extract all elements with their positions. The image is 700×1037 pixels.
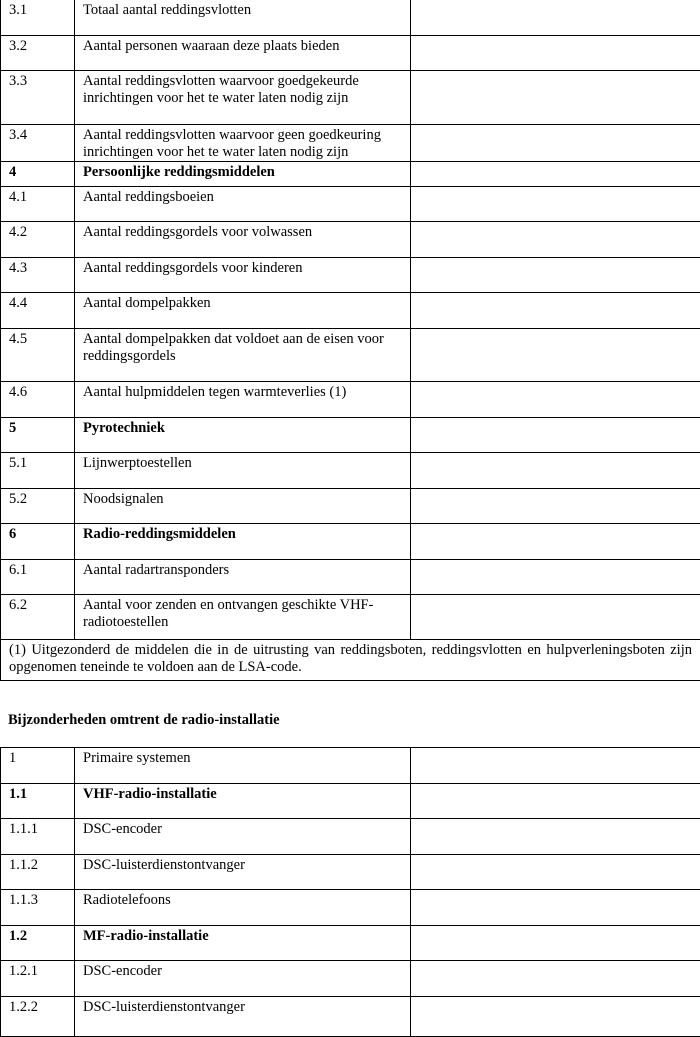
item-number: 6.2 [1, 595, 75, 640]
item-value-cell[interactable] [411, 595, 700, 640]
table-row [1, 36, 700, 71]
item-number: 1.1.1 [1, 819, 75, 855]
radio-installation-table-body [1, 748, 700, 1037]
table-row [1, 418, 700, 453]
item-number: 1.2 [1, 926, 75, 961]
item-value-cell[interactable] [411, 382, 700, 418]
item-description: Totaal aantal reddingsvlotten [75, 0, 411, 36]
item-value-cell[interactable] [411, 453, 700, 489]
item-value-cell[interactable] [411, 855, 700, 890]
item-number: 5.2 [1, 489, 75, 524]
equipment-table-body [1, 0, 700, 681]
item-description: VHF-radio-installatie [75, 784, 411, 819]
item-value-cell[interactable] [411, 819, 700, 855]
item-number: 4.6 [1, 382, 75, 418]
item-description: DSC-luisterdienstontvanger [75, 997, 411, 1037]
table-row [1, 125, 700, 162]
item-description: Aantal reddingsboeien [75, 187, 411, 222]
item-value-cell[interactable] [411, 524, 700, 560]
table-row [1, 524, 700, 560]
table-row [1, 71, 700, 125]
item-value-cell[interactable] [411, 0, 700, 36]
item-description: DSC-encoder [75, 819, 411, 855]
item-number: 4.3 [1, 258, 75, 293]
table-row [1, 258, 700, 293]
item-number: 1.1.2 [1, 855, 75, 890]
table-row [1, 382, 700, 418]
item-description: Aantal reddingsvlotten waarvoor geen goedkeuring inrichtingen voor het te water laten nodig zijn [75, 125, 411, 162]
item-description: Primaire systemen [75, 748, 411, 784]
item-value-cell[interactable] [411, 329, 700, 382]
item-number: 3.3 [1, 71, 75, 125]
item-number: 5 [1, 418, 75, 453]
table-row [1, 961, 700, 997]
item-value-cell[interactable] [411, 125, 700, 162]
item-number: 6.1 [1, 560, 75, 595]
item-number: 3.4 [1, 125, 75, 162]
table-row [1, 595, 700, 640]
item-number: 5.1 [1, 453, 75, 489]
item-description: Aantal reddingsgordels voor kinderen [75, 258, 411, 293]
item-description: DSC-luisterdienstontvanger [75, 855, 411, 890]
table-row [1, 784, 700, 819]
table-row [1, 453, 700, 489]
item-number: 1.2.1 [1, 961, 75, 997]
table-row [1, 489, 700, 524]
table-row [1, 329, 700, 382]
item-value-cell[interactable] [411, 222, 700, 258]
item-description: Lijnwerptoestellen [75, 453, 411, 489]
footnote-cell: (1) Uitgezonderd de middelen die in de uitrusting van reddingsboten, reddingsvlotten en hulpverleningsboten zijn opgenomen teneinde te voldoen aan de LSA-code. [1, 640, 700, 681]
table-row [1, 222, 700, 258]
table-row [1, 997, 700, 1037]
item-value-cell[interactable] [411, 71, 700, 125]
table-row [1, 187, 700, 222]
footnote-row [1, 640, 700, 681]
item-number: 3.2 [1, 36, 75, 71]
item-number: 4.2 [1, 222, 75, 258]
table-row [1, 0, 700, 36]
table-row [1, 890, 700, 926]
item-value-cell[interactable] [411, 187, 700, 222]
item-description: Noodsignalen [75, 489, 411, 524]
item-number: 4 [1, 162, 75, 187]
item-description: Aantal dompelpakken dat voldoet aan de eisen voor reddingsgordels [75, 329, 411, 382]
item-description: Aantal dompelpakken [75, 293, 411, 329]
item-number: 4.5 [1, 329, 75, 382]
item-description: Aantal hulpmiddelen tegen warmteverlies (1) [75, 382, 411, 418]
item-value-cell[interactable] [411, 258, 700, 293]
item-description: MF-radio-installatie [75, 926, 411, 961]
item-description: Aantal reddingsvlotten waarvoor goedgekeurde inrichtingen voor het te water laten nodig zijn [75, 71, 411, 125]
item-value-cell[interactable] [411, 997, 700, 1037]
table-row [1, 855, 700, 890]
item-description: Aantal reddingsgordels voor volwassen [75, 222, 411, 258]
table-row [1, 560, 700, 595]
table-row [1, 819, 700, 855]
table-row [1, 293, 700, 329]
item-value-cell[interactable] [411, 489, 700, 524]
radio-installation-table [0, 747, 700, 1037]
item-description: Radiotelefoons [75, 890, 411, 926]
item-value-cell[interactable] [411, 926, 700, 961]
item-value-cell[interactable] [411, 890, 700, 926]
item-number: 4.4 [1, 293, 75, 329]
item-description: Aantal radartransponders [75, 560, 411, 595]
item-number: 1.1.3 [1, 890, 75, 926]
item-description: DSC-encoder [75, 961, 411, 997]
item-description: Persoonlijke reddingsmiddelen [75, 162, 411, 187]
item-value-cell[interactable] [411, 162, 700, 187]
item-number: 1.1 [1, 784, 75, 819]
item-value-cell[interactable] [411, 36, 700, 71]
item-value-cell[interactable] [411, 560, 700, 595]
item-number: 3.1 [1, 0, 75, 36]
item-description: Aantal voor zenden en ontvangen geschikte VHF-radiotoestellen [75, 595, 411, 640]
item-description: Radio-reddingsmiddelen [75, 524, 411, 560]
item-value-cell[interactable] [411, 418, 700, 453]
item-number: 1.2.2 [1, 997, 75, 1037]
table-row [1, 748, 700, 784]
item-description: Aantal personen waaraan deze plaats bieden [75, 36, 411, 71]
item-description: Pyrotechniek [75, 418, 411, 453]
item-value-cell[interactable] [411, 748, 700, 784]
item-value-cell[interactable] [411, 961, 700, 997]
radio-section-heading: Bijzonderheden omtrent de radio-installatie [8, 712, 280, 729]
table-row [1, 926, 700, 961]
item-number: 6 [1, 524, 75, 560]
item-value-cell[interactable] [411, 784, 700, 819]
table-row [1, 162, 700, 187]
item-value-cell[interactable] [411, 293, 700, 329]
item-number: 4.1 [1, 187, 75, 222]
item-number: 1 [1, 748, 75, 784]
